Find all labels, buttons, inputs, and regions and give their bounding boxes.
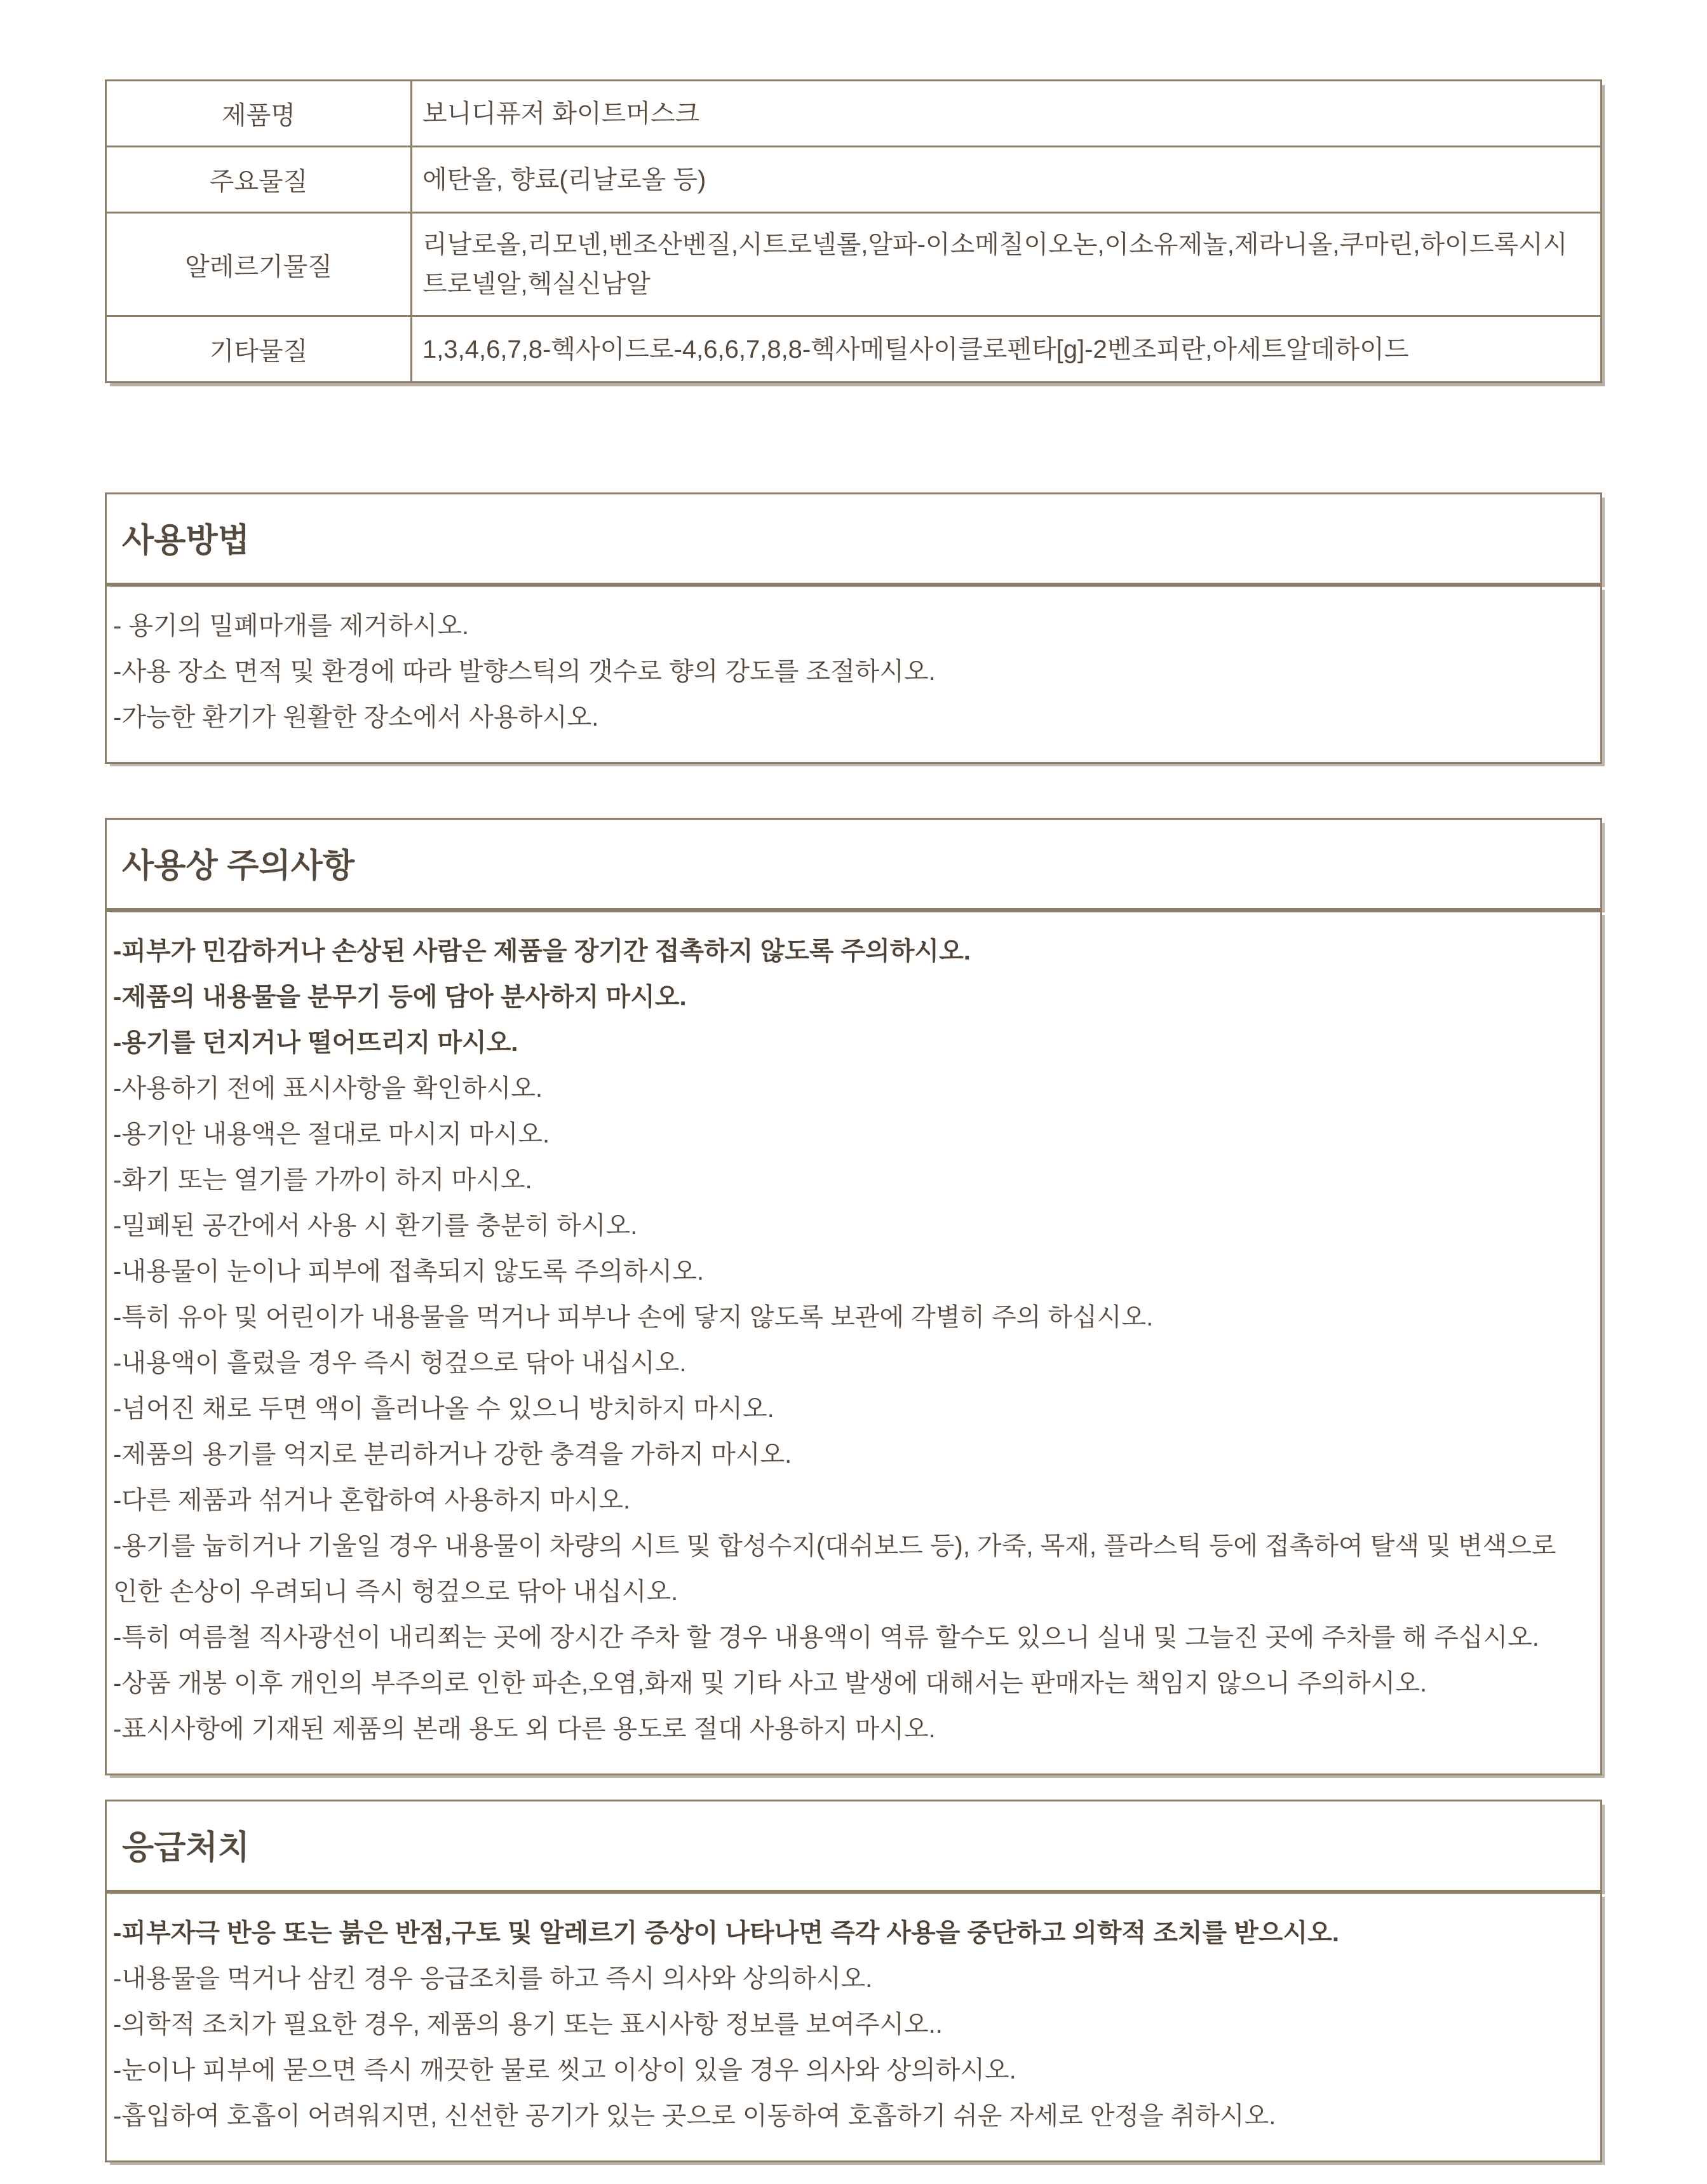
first-aid-line: -내용물을 먹거나 삼킨 경우 응급조치를 하고 즉시 의사와 상의하시오. [113, 1965, 873, 1993]
caution-line: -상품 개봉 이후 개인의 부주의로 인한 파손,오염,화재 및 기타 사고 발생에 대해서는 판매자는 책임지 않으니 주의하시오. [113, 1669, 1427, 1697]
caution-line: -표시사항에 기재된 제품의 본래 용도 외 다른 용도로 절대 사용하지 마시오. [113, 1715, 936, 1743]
caution-line: -제품의 용기를 억지로 분리하거나 강한 충격을 가하지 마시오. [113, 1441, 792, 1468]
first-aid-line: -흡입하여 호흡이 어려워지면, 신선한 공기가 있는 곳으로 이동하여 호흡하기 쉬운 자세로 안정을 취하시오. [113, 2102, 1276, 2130]
caution-line: -내용물이 눈이나 피부에 접촉되지 않도록 주의하시오. [113, 1258, 705, 1285]
instruction-line: -가능한 환기가 원활한 장소에서 사용하시오. [113, 703, 599, 731]
section-first-aid-body [105, 1892, 1602, 2162]
table-row-label: 주요물질 [107, 147, 412, 212]
product-info-table [105, 79, 1602, 383]
table-row-value: 1,3,4,6,7,8-헥사이드로-4,6,6,7,8,8-헥사메틸사이클로펜타[g]-2벤조피란,아세트알데하이드 [422, 335, 1409, 363]
section-caution-title: 사용상 주의사항 [105, 818, 1602, 910]
first-aid-line: -의학적 조치가 필요한 경우, 제품의 용기 또는 표시사항 정보를 보여주시오.. [113, 2011, 943, 2038]
instruction-line: -사용 장소 면적 및 환경에 따라 발향스틱의 갯수로 향의 강도를 조절하시오. [113, 658, 936, 686]
caution-line: -용기안 내용액은 절대로 마시지 마시오. [113, 1120, 550, 1148]
table-row-label: 제품명 [107, 81, 412, 146]
table-row-value: 에탄올, 향료(리날로올 등) [422, 165, 706, 194]
section-first-aid [105, 1800, 1602, 2162]
table-row [107, 212, 1600, 315]
caution-line: -화기 또는 열기를 가까이 하지 마시오. [113, 1166, 532, 1194]
section-usage-body [105, 585, 1602, 764]
first-aid-line: -피부자극 반응 또는 붉은 반점,구토 및 알레르기 증상이 나타나면 즉각 사용을 중단하고 의학적 조치를 받으시오. [113, 1919, 1339, 1947]
caution-line: -용기를 던지거나 떨어뜨리지 마시오. [113, 1029, 518, 1057]
caution-line: -용기를 눕히거나 기울일 경우 내용물이 차량의 시트 및 합성수지(대쉬보드 등), 가죽, 목재, 플라스틱 등에 접촉하여 탈색 및 변색으로 인한 손상이 우려되니 즉시 헝겊으로 닦아 내십시오. [113, 1532, 1556, 1606]
table-row-label: 알레르기물질 [107, 214, 412, 315]
section-caution-body [105, 910, 1602, 1775]
table-row-label: 기타물질 [107, 317, 412, 381]
caution-line: -밀폐된 공간에서 사용 시 환기를 충분히 하시오. [113, 1212, 638, 1240]
caution-line: -내용액이 흘렀을 경우 즉시 헝겊으로 닦아 내십시오. [113, 1349, 687, 1377]
section-usage-title: 사용방법 [105, 492, 1602, 585]
section-usage [105, 492, 1602, 764]
table-row-value: 리날로올,리모넨,벤조산벤질,시트로넬롤,알파-이소메칠이오논,이소유제놀,제라니올,쿠마린,하이드록시시트로넬알,헥실신남알 [422, 231, 1568, 298]
instruction-line: - 용기의 밀폐마개를 제거하시오. [113, 612, 469, 640]
table-row-value: 보니디퓨저 화이트머스크 [422, 99, 700, 128]
table-row [107, 81, 1600, 146]
caution-line: -특히 유아 및 어린이가 내용물을 먹거나 피부나 손에 닿지 않도록 보관에 각별히 주의 하십시오. [113, 1303, 1154, 1331]
caution-line: -다른 제품과 섞거나 혼합하여 사용하지 마시오. [113, 1486, 631, 1514]
caution-line: -제품의 내용물을 분무기 등에 담아 분사하지 마시오. [113, 983, 687, 1011]
table-row [107, 146, 1600, 212]
caution-line: -넘어진 채로 두면 액이 흘러나올 수 있으니 방치하지 마시오. [113, 1395, 774, 1423]
caution-line: -피부가 민감하거나 손상된 사람은 제품을 장기간 접촉하지 않도록 주의하시오. [113, 937, 971, 965]
caution-line: -사용하기 전에 표시사항을 확인하시오. [113, 1075, 543, 1102]
section-caution [105, 818, 1602, 1775]
caution-line: -특히 여름철 직사광선이 내리쬐는 곳에 장시간 주차 할 경우 내용액이 역류 할수도 있으니 실내 및 그늘진 곳에 주차를 해 주십시오. [113, 1624, 1539, 1652]
label-content [105, 0, 1602, 2162]
section-first-aid-title: 응급처치 [105, 1800, 1602, 1892]
first-aid-line: -눈이나 피부에 묻으면 즉시 깨끗한 물로 씻고 이상이 있을 경우 의사와 상의하시오. [113, 2056, 1016, 2084]
table-row [107, 315, 1600, 381]
